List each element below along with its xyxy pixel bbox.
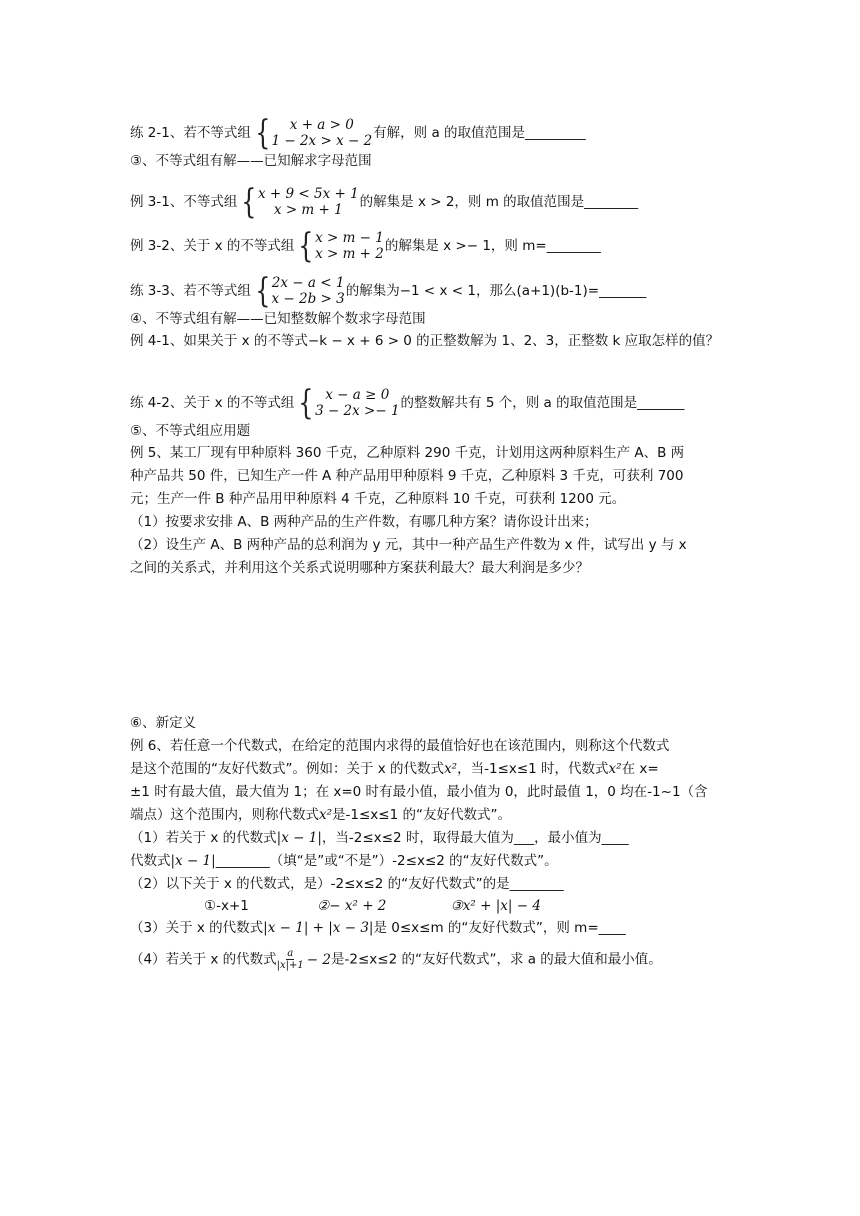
example-6-question-1-cont: 代数式|x − 1|________（填“是”或“不是”）-2≤x≤2 的“友好代数式”。 (130, 853, 558, 869)
example-6-question-3: （3）关于 x 的代数式|x − 1| + |x − 3|是 0≤x≤m 的“友好代数式”，则 m=____ (130, 920, 626, 936)
fraction: $\frac{a}{|x|+1}$ (276, 948, 304, 971)
exercise-2-1: 练 2-1、若不等式组 { x + a > 0 1 − 2x > x − 2 有解，则 a 的取值范围是_________ (130, 113, 586, 153)
example-6-options (204, 896, 541, 916)
example-6-line-3: ±1 时有最大值，最大值为 1；在 x=0 时有最小值，最小值为 0，此时最值 1，0 均在-1~1（含 (130, 784, 708, 800)
example-5-question-2: （2）设生产 A、B 两种产品的总利润为 y 元，其中一种产品生产件数为 x 件，试写出 y 与 x (130, 537, 687, 553)
option-1: ①-x+1 (204, 898, 249, 914)
exercise-4-2: 练 4-2、关于 x 的不等式组 { x − a ≥ 0 3 − 2x >− 1 的整数解共有 5 个，则 a 的取值范围是_______ (130, 383, 685, 423)
example-6-line-2: 是这个范围的“友好代数式”。例如：关于 x 的代数式x²，当-1≤x≤1 时，代数式x²在 x= (130, 761, 659, 777)
example-5-question-1: （1）按要求安排 A、B 两种产品的生产件数，有哪几种方案？请你设计出来； (130, 514, 598, 530)
example-4-1: 例 4-1、如果关于 x 的不等式−k − x + 6 > 0 的正整数解为 1、2、3，正整数 k 应取怎样的值？ (130, 333, 720, 349)
example-5-question-2-cont: 之间的关系式，并利用这个关系式说明哪种方案获利最大？最大利润是多少？ (130, 560, 589, 576)
section-4-heading: ④、不等式组有解——已知整数解个数求字母范围 (130, 311, 426, 327)
option-3: ③x² + |x| − 4 (450, 898, 541, 914)
example-6-line-1: 例 6、若任意一个代数式，在给定的范围内求得的最值恰好也在该范围内，则称这个代数式 (130, 738, 670, 754)
example-6-question-4: （4）若关于 x 的代数式 $\frac{a}{|x|+1}$ − 2是-2≤x≤2 的“友好代数式”，求 a 的最大值和最小值。 (130, 948, 662, 971)
inequality-system: { x > m − 1 x > m + 2 (298, 226, 384, 266)
example-6-question-1: （1）若关于 x 的代数式|x − 1|，当-2≤x≤2 时，取得最大值为___，最小值为____ (130, 830, 629, 846)
inequality-system: { 2x − a < 1 x − 2b > 3 (255, 271, 345, 311)
option-2: ②− x² + 2 (317, 898, 387, 914)
exercise-3-3: 练 3-3、若不等式组 { 2x − a < 1 x − 2b > 3 的解集为−1 < x < 1，那么(a+1)(b-1)=_______ (130, 271, 647, 311)
example-5-line-3: 元；生产一件 B 种产品用甲种原料 4 千克，乙种原料 10 千克，可获利 1200 元。 (130, 491, 626, 507)
section-5-heading: ⑤、不等式组应用题 (130, 423, 251, 439)
example-6-question-2: （2）以下关于 x 的代数式，是）-2≤x≤2 的“友好代数式”的是________ (130, 876, 564, 892)
example-5-line-2: 种产品共 50 件，已知生产一件 A 种产品用甲种原料 9 千克，乙种原料 3 千克，可获利 700 (130, 468, 684, 484)
example-3-2: 例 3-2、关于 x 的不等式组 { x > m − 1 x > m + 2 的解集是 x >− 1，则 m=________ (130, 226, 601, 266)
section-6-heading: ⑥、新定义 (130, 715, 197, 731)
example-3-1: 例 3-1、不等式组 { x + 9 < 5x + 1 x > m + 1 的解集是 x > 2，则 m 的取值范围是________ (130, 182, 639, 222)
section-3-heading: ③、不等式组有解——已知解求字母范围 (130, 153, 372, 169)
inequality-system: { x − a ≥ 0 3 − 2x >− 1 (298, 383, 400, 423)
inequality-system: { x + 9 < 5x + 1 x > m + 1 (241, 182, 359, 222)
example-6-line-4: 端点）这个范围内，则称代数式x²是-1≤x≤1 的“友好代数式”。 (130, 807, 511, 823)
inequality-system: { x + a > 0 1 − 2x > x − 2 (255, 113, 373, 153)
example-5-line-1: 例 5、某工厂现有甲种原料 360 千克，乙种原料 290 千克，计划用这两种原料生产 A、B 两 (130, 445, 685, 461)
